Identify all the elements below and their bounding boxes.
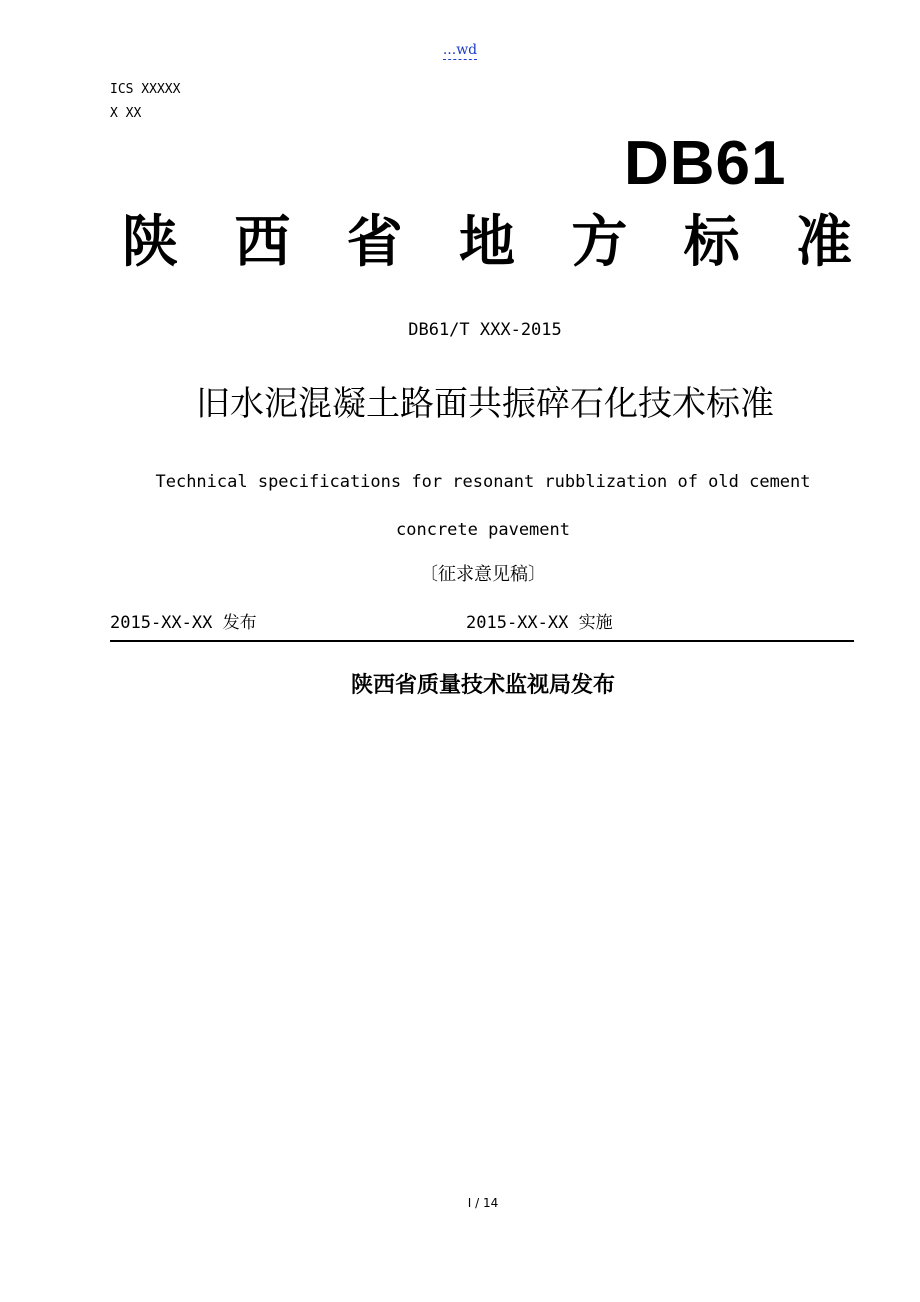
header-link[interactable] — [0, 42, 920, 58]
divider-line — [110, 640, 854, 642]
organization-title-char: 陕 — [122, 209, 178, 275]
organization-title-char: 标 — [683, 209, 740, 275]
organization-title-char: 地 — [458, 209, 515, 275]
english-title-line: Technical specifications for resonant rubblization of old cement — [155, 472, 811, 492]
organization-title-char: 西 — [234, 209, 291, 275]
organization-title-char: 准 — [795, 209, 852, 275]
english-title — [0, 458, 920, 554]
classification-block — [110, 78, 180, 126]
organization-title-char: 方 — [571, 209, 628, 275]
chinese-title: 旧水泥混凝土路面共振碎石化技术标准 — [196, 384, 774, 424]
organization-title — [122, 206, 852, 278]
standard-code: DB61 — [624, 129, 787, 198]
draft-status: 〔征求意见稿〕 — [420, 564, 546, 585]
release-date: 2015-XX-XX 发布 — [110, 613, 257, 633]
document-number: DB61/T XXX-2015 — [408, 320, 562, 340]
page-number: I / 14 — [467, 1196, 499, 1210]
publisher: 陕西省质量技术监视局发布 — [350, 673, 615, 698]
header-link-text[interactable]: ...wd — [442, 42, 478, 58]
ics-code: ICS XXXXX — [110, 82, 181, 97]
organization-title-char: 省 — [346, 209, 403, 275]
implementation-date: 2015-XX-XX 实施 — [466, 613, 613, 633]
english-title-line: concrete pavement — [396, 520, 570, 540]
category-code: X XX — [110, 106, 142, 121]
